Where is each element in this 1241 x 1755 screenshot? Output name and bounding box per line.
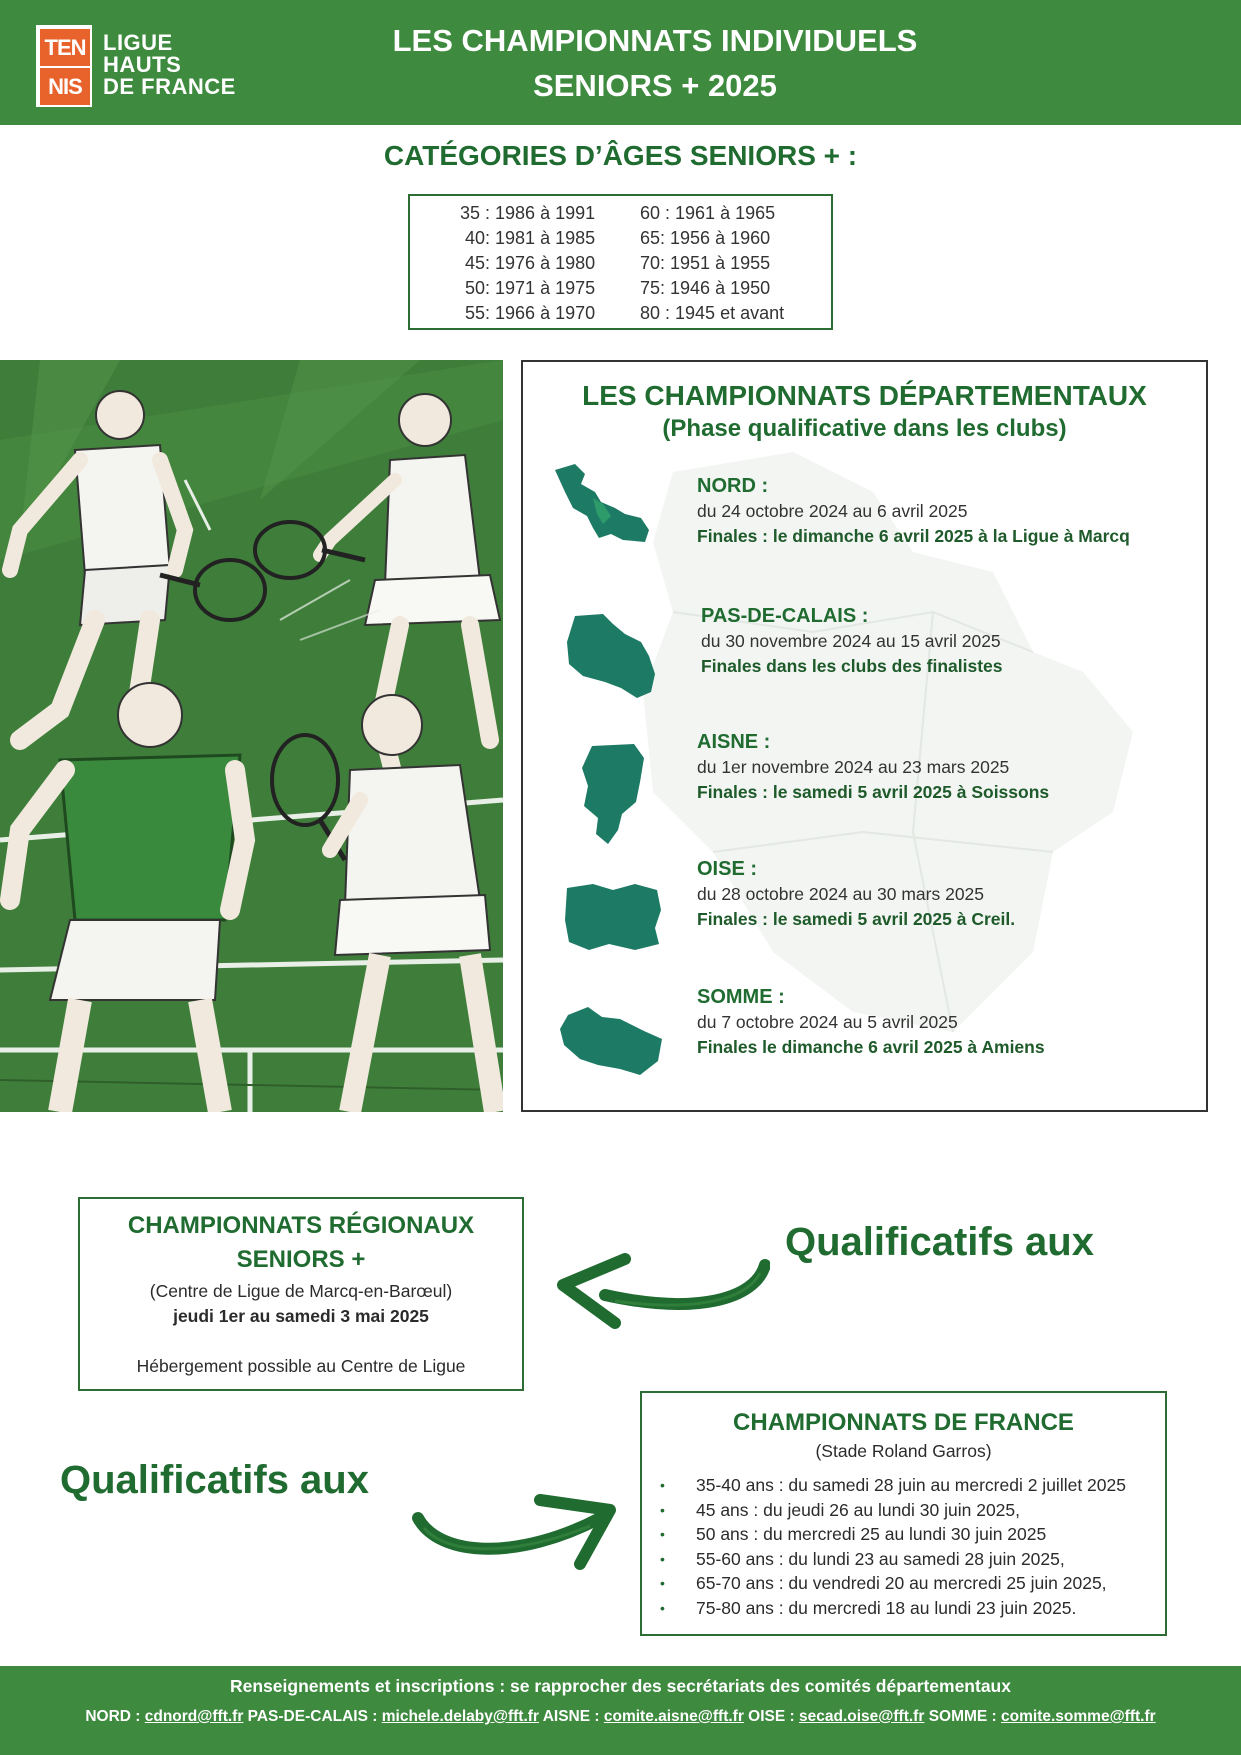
departmental-title: LES CHAMPIONNATS DÉPARTEMENTAUX [582, 380, 1147, 411]
category-item: 70: 1951 à 1955 [640, 253, 771, 273]
categories-title: CATÉGORIES D’ÂGES SENIORS + : [383, 140, 858, 171]
email-link-nord[interactable]: cdnord@fft.fr [144, 1708, 244, 1725]
dept-name: OISE : [697, 858, 758, 880]
regional-hosting: Hébergement possible au Centre de Ligue [136, 1356, 466, 1376]
dept-finals: Finales le dimanche 6 avril 2025 à Amiens [697, 1037, 1045, 1057]
league-name-line: HAUTS [103, 52, 182, 77]
category-item: 50: 1971 à 1975 [465, 278, 596, 298]
dept-finals: Finales : le samedi 5 avril 2025 à Creil. [697, 909, 1016, 929]
qualif-label-bottom: Qualificatifs aux [60, 1458, 369, 1502]
dept-oise [697, 857, 1015, 932]
list-item: • 65-70 ans : du vendredi 20 au mercredi 25 juin 2025, [660, 1571, 1126, 1596]
logo-bottom-text: NIS [40, 68, 90, 105]
contact-label: PAS-DE-CALAIS : [247, 1708, 378, 1725]
dept-dates: du 24 octobre 2024 au 6 avril 2025 [697, 501, 968, 521]
regional-title-line2: SENIORS + [236, 1246, 366, 1273]
dept-name: NORD : [697, 475, 769, 497]
email-link-somme[interactable]: comite.somme@fft.fr [1001, 1708, 1156, 1725]
categories-right-column [640, 201, 784, 326]
dept-dates: du 28 octobre 2024 au 30 mars 2025 [697, 884, 985, 904]
regional-location: (Centre de Ligue de Marcq-en-Barœul) [149, 1281, 453, 1301]
dept-nord [697, 474, 1130, 549]
category-item: 35 : 1986 à 1991 [460, 203, 596, 223]
email-link-oise[interactable]: secad.oise@fft.fr [799, 1708, 925, 1725]
footer-info: Renseignements et inscriptions : se rapprocher des secrétariats des comités départementaux [230, 1676, 1011, 1696]
france-dates-list [660, 1473, 1126, 1621]
categories-box [408, 194, 833, 330]
dept-name: SOMME : [697, 986, 785, 1008]
list-item: • 35-40 ans : du samedi 28 juin au mercredi 2 juillet 2025 [660, 1473, 1126, 1498]
categories-left-column [460, 201, 595, 326]
oise-map-icon [563, 880, 663, 955]
category-item: 40: 1981 à 1985 [465, 228, 596, 248]
list-item: • 75-80 ans : du mercredi 18 au lundi 23 juin 2025. [660, 1596, 1126, 1621]
list-item: • 45 ans : du jeudi 26 au lundi 30 juin 2025, [660, 1498, 1126, 1523]
dept-finals: Finales : le dimanche 6 avril 2025 à la Ligue à Marcq [697, 526, 1130, 546]
category-item: 65: 1956 à 1960 [640, 228, 771, 248]
header-banner [0, 0, 1241, 125]
tennis-logo[interactable] [36, 25, 92, 107]
qualif-label-top: Qualificatifs aux [785, 1220, 1094, 1264]
category-item: 75: 1946 à 1950 [640, 278, 771, 298]
arrow-right-icon [410, 1488, 625, 1578]
list-item: • 50 ans : du mercredi 25 au lundi 30 juin 2025 [660, 1522, 1126, 1547]
france-subtitle: (Stade Roland Garros) [815, 1441, 992, 1461]
email-link-aisne[interactable]: comite.aisne@fft.fr [603, 1708, 744, 1725]
category-item: 80 : 1945 et avant [640, 303, 785, 323]
regional-dates: jeudi 1er au samedi 3 mai 2025 [173, 1306, 429, 1326]
league-name [103, 32, 236, 98]
page-title [300, 18, 1010, 108]
pas-de-calais-map-icon [563, 612, 658, 702]
dept-dates: du 1er novembre 2024 au 23 mars 2025 [697, 757, 1010, 777]
category-item: 45: 1976 à 1980 [465, 253, 596, 273]
logo-top-text: TEN [40, 29, 90, 66]
tennis-players-drawing [0, 360, 503, 1112]
france-title: CHAMPIONNATS DE FRANCE [733, 1409, 1074, 1436]
contact-label: NORD : [85, 1708, 141, 1725]
arrow-left-icon [555, 1245, 770, 1335]
footer-contacts [0, 1708, 1241, 1726]
aisne-map-icon [578, 742, 648, 847]
dept-somme [697, 985, 1045, 1060]
dept-name: PAS-DE-CALAIS : [701, 605, 869, 627]
dept-dates: du 30 novembre 2024 au 15 avril 2025 [701, 631, 1001, 651]
contact-label: AISNE : [542, 1708, 600, 1725]
contact-label: OISE : [748, 1708, 795, 1725]
departmental-subtitle: (Phase qualificative dans les clubs) [662, 415, 1067, 442]
regional-box [78, 1197, 524, 1391]
league-name-line: DE FRANCE [103, 74, 236, 99]
regional-title: CHAMPIONNATS RÉGIONAUX [127, 1212, 475, 1239]
category-item: 55: 1966 à 1970 [465, 303, 596, 323]
dept-dates: du 7 octobre 2024 au 5 avril 2025 [697, 1012, 958, 1032]
email-link-pas-de-calais[interactable]: michele.delaby@fft.fr [381, 1708, 539, 1725]
dept-finals: Finales dans les clubs des finalistes [701, 656, 1003, 676]
list-item: • 55-60 ans : du lundi 23 au samedi 28 juin 2025, [660, 1547, 1126, 1572]
league-name-line: LIGUE [103, 30, 173, 55]
contact-label: SOMME : [928, 1708, 997, 1725]
dept-name: AISNE : [697, 731, 771, 753]
nord-map-icon [553, 462, 653, 547]
france-box [640, 1391, 1167, 1636]
somme-map-icon [558, 1005, 668, 1080]
seniors-tennis-illustration [0, 360, 503, 1112]
departmental-box [521, 360, 1208, 1112]
category-item: 60 : 1961 à 1965 [640, 203, 776, 223]
dept-finals: Finales : le samedi 5 avril 2025 à Soissons [697, 782, 1050, 802]
page-title-line1: LES CHAMPIONNATS INDIVIDUELS [392, 23, 918, 58]
footer [0, 1666, 1241, 1755]
dept-pas-de-calais [701, 604, 1003, 679]
dept-aisne [697, 730, 1049, 805]
page-title-line2: SENIORS + 2025 [533, 68, 777, 103]
